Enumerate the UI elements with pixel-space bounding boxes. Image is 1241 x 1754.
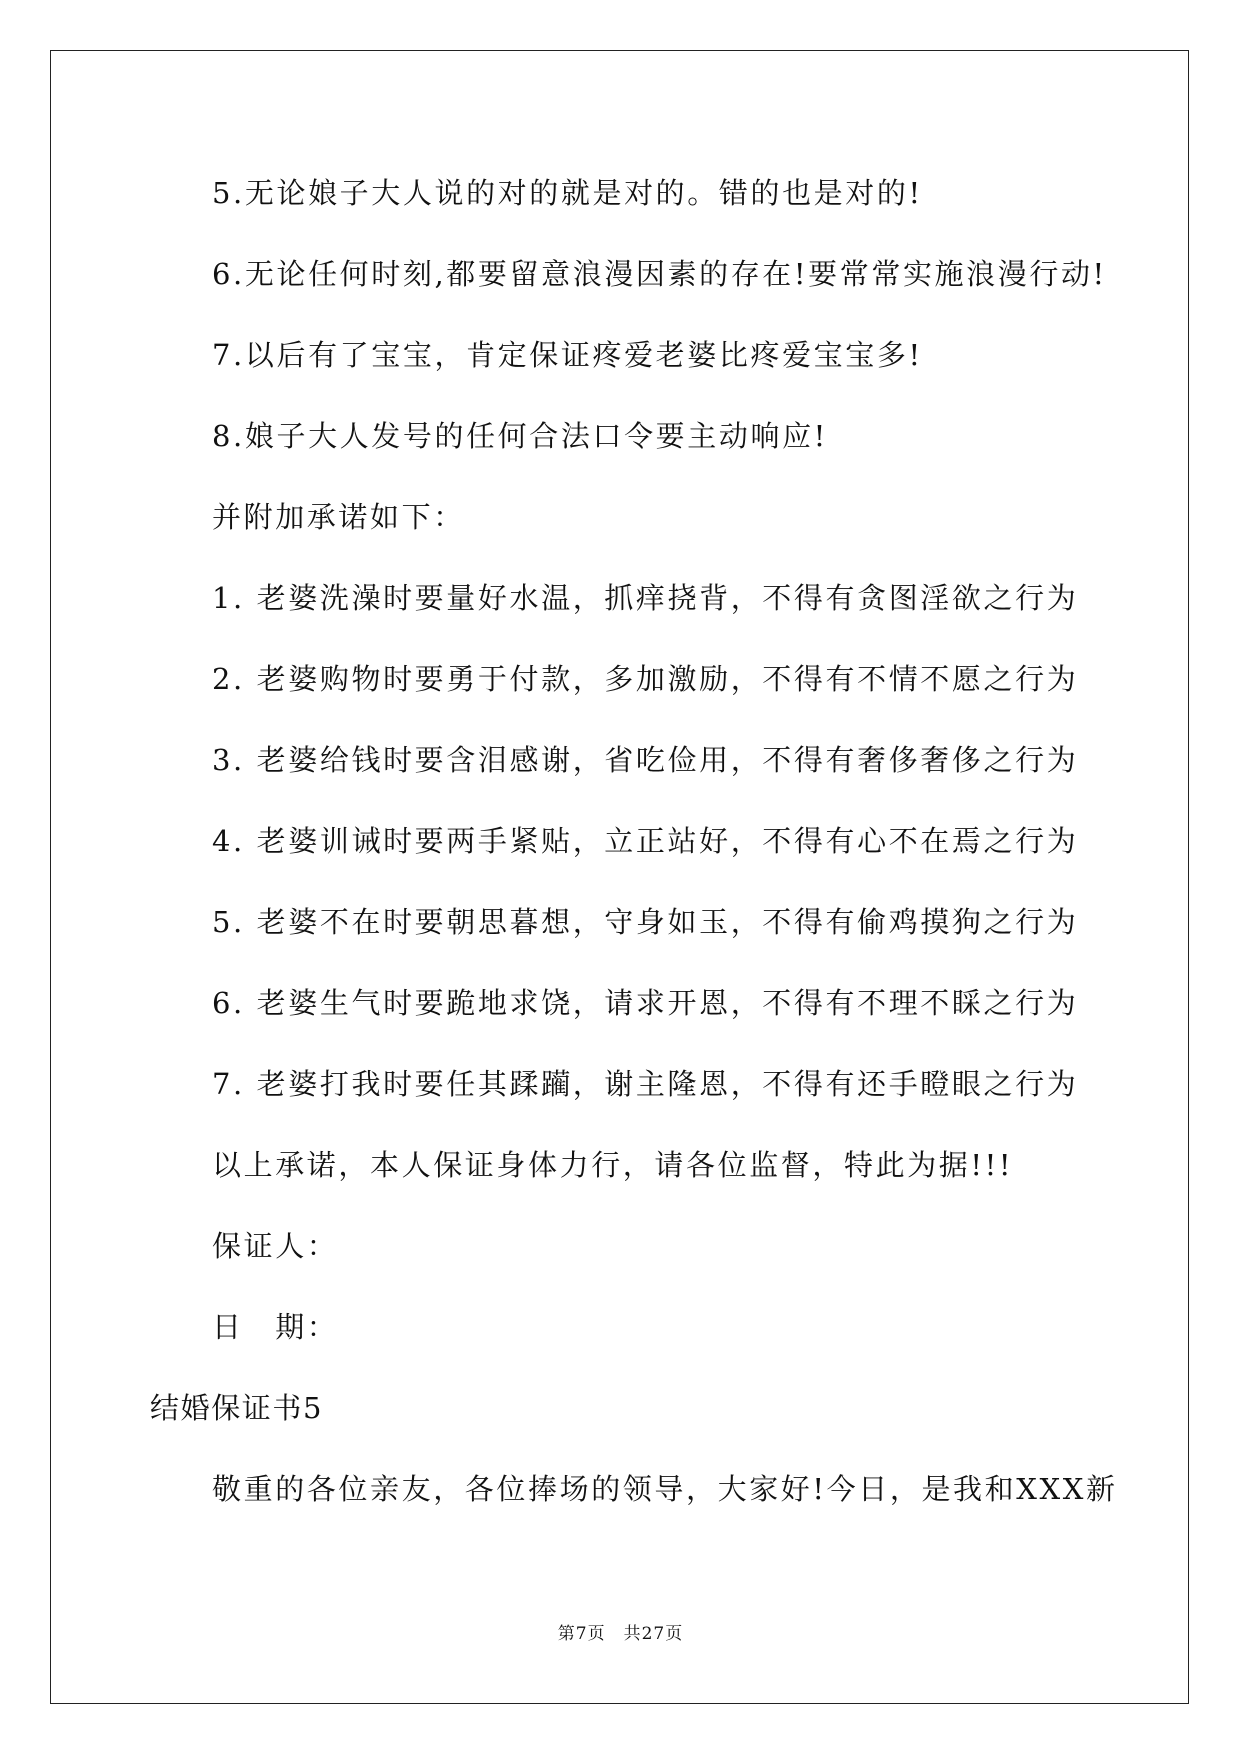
text-line: 2. 老婆购物时要勇于付款，多加激励，不得有不情不愿之行为 xyxy=(212,662,1079,696)
page-border xyxy=(50,50,1189,1704)
text-line: 5. 老婆不在时要朝思暮想，守身如玉，不得有偷鸡摸狗之行为 xyxy=(212,905,1079,939)
section-heading: 结婚保证书5 xyxy=(150,1391,324,1425)
text-line: 3. 老婆给钱时要含泪感谢，省吃俭用，不得有奢侈奢侈之行为 xyxy=(212,743,1079,777)
text-line: 6. 老婆生气时要跪地求饶，请求开恩，不得有不理不睬之行为 xyxy=(212,986,1079,1020)
text-line: 6.无论任何时刻,都要留意浪漫因素的存在!要常常实施浪漫行动! xyxy=(212,257,1107,291)
text-line: 敬重的各位亲友，各位捧场的领导，大家好!今日，是我和XXX新 xyxy=(212,1472,1118,1506)
text-line: 4. 老婆训诫时要两手紧贴，立正站好，不得有心不在焉之行为 xyxy=(212,824,1079,858)
text-line: 保证人： xyxy=(212,1229,339,1263)
text-line: 以上承诺，本人保证身体力行，请各位监督，特此为据!!! xyxy=(212,1148,1014,1182)
text-line: 8.娘子大人发号的任何合法口令要主动响应! xyxy=(212,419,828,453)
page-footer: 第7页 共27页 xyxy=(557,1624,684,1644)
text-line: 7.以后有了宝宝，肯定保证疼爱老婆比疼爱宝宝多! xyxy=(212,338,923,372)
text-line: 5.无论娘子大人说的对的就是对的。错的也是对的! xyxy=(212,176,923,210)
text-line: 并附加承诺如下： xyxy=(212,500,465,534)
text-line: 7. 老婆打我时要任其蹂躏，谢主隆恩，不得有还手瞪眼之行为 xyxy=(212,1067,1079,1101)
text-line: 1. 老婆洗澡时要量好水温，抓痒挠背，不得有贪图淫欲之行为 xyxy=(212,581,1079,615)
text-line: 日 期： xyxy=(212,1310,339,1344)
